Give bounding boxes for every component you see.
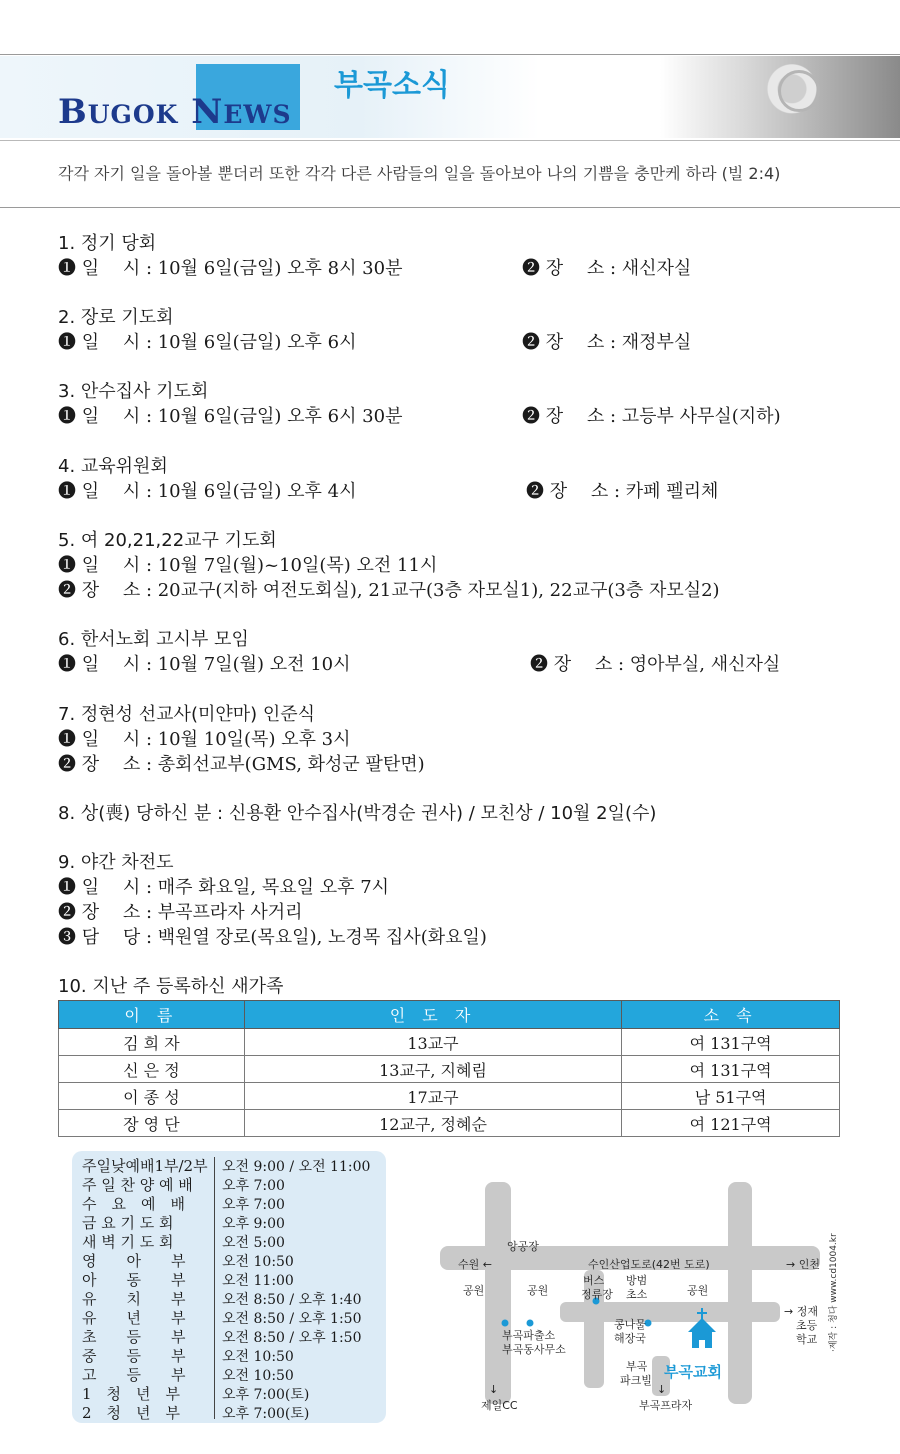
notice-6-heading: 6. 한서노회 고시부 모임: [58, 629, 249, 650]
map-label-bean-2: 해장국: [614, 1332, 646, 1345]
map-label-crime-1: 방범: [626, 1274, 648, 1287]
notice-9-time: ❶ 일 시 : 매주 화요일, 목요일 오후 7시: [58, 877, 390, 898]
notice-8-heading: 8. 상(喪) 당하신 분 : 신용환 안수집사(박경순 권사) / 모친상 / 10월 2일(수): [58, 803, 657, 824]
cell-belong: 여 121구역: [622, 1110, 840, 1137]
worship-label: 유 치 부: [82, 1290, 186, 1308]
notice-2-place: ❷ 장 소 : 재정부실: [522, 332, 692, 353]
worship-label: 초 등 부: [82, 1328, 186, 1346]
worship-label: 1 청 년 부: [82, 1385, 181, 1403]
worship-label: 유 년 부: [82, 1309, 186, 1327]
table-header-row: [59, 1001, 840, 1029]
cell-belong: 남 51구역: [622, 1083, 840, 1110]
cell-belong: 여 131구역: [622, 1056, 840, 1083]
worship-label: 주 일 찬 양 예 배: [82, 1176, 193, 1194]
verse-divider: [0, 207, 900, 208]
col-belong-header: 소 속: [622, 1001, 840, 1029]
map-label-road: 수인산업도로(42번 도로): [588, 1258, 710, 1271]
worship-label: 영 아 부: [82, 1252, 186, 1270]
bugok-news-logo: BUGOK NEWS: [58, 92, 292, 132]
worship-label: 수 요 예 배: [82, 1195, 185, 1213]
worship-label: 금 요 기 도 회: [82, 1214, 174, 1232]
worship-time: 오전 11:00: [222, 1273, 294, 1289]
worship-label: 2 청 년 부: [82, 1404, 181, 1422]
map-label-park-2: 공원: [527, 1284, 549, 1297]
map-label-elem-1: 초등: [796, 1319, 818, 1332]
map-label-bugok-1: 부곡: [626, 1360, 648, 1373]
top-rule: [0, 54, 900, 55]
worship-label: 고 등 부: [82, 1366, 186, 1384]
notice-6-time: ❶ 일 시 : 10월 7일(월) 오전 10시: [58, 654, 351, 675]
map-label-bean-1: 콩나물: [614, 1318, 646, 1331]
page-title: 부곡소식: [334, 68, 450, 103]
map-label-plaza: 부곡프라자: [639, 1399, 693, 1412]
map-label-church: 부곡교회: [664, 1363, 722, 1381]
worship-time: 오전 8:50 / 오후 1:40: [222, 1292, 362, 1308]
worship-time: 오전 8:50 / 오후 1:50: [222, 1330, 362, 1346]
map-label-incheon: → 인천: [786, 1258, 820, 1271]
notice-10-heading: 10. 지난 주 등록하신 새가족: [58, 976, 284, 997]
notice-2-time: ❶ 일 시 : 10월 6일(금일) 오후 6시: [58, 332, 357, 353]
cell-name: 김 희 자: [59, 1029, 245, 1056]
notice-9-charge: ❸ 담 당 : 백원열 장로(목요일), 노경목 집사(화요일): [58, 927, 487, 948]
worship-time: 오전 8:50 / 오후 1:50: [222, 1311, 362, 1327]
map-road-right: [728, 1182, 752, 1404]
map-label-bus-2: 정류장: [581, 1288, 613, 1301]
cell-name: 이 종 성: [59, 1083, 245, 1110]
worship-time: 오전 10:50: [222, 1349, 294, 1365]
worship-time: 오후 9:00: [222, 1216, 285, 1232]
worship-time: 오후 7:00: [222, 1197, 285, 1213]
arrow-down-icon: ↓: [657, 1383, 667, 1396]
police-marker-1: [502, 1320, 509, 1327]
notice-4-place: ❷ 장 소 : 카페 펠리체: [526, 481, 719, 502]
notice-7-place: ❷ 장 소 : 총회선교부(GMS, 화성군 팔탄면): [58, 754, 425, 775]
worship-label: 새 벽 기 도 회: [82, 1233, 174, 1251]
notice-2-heading: 2. 장로 기도회: [58, 307, 174, 328]
notice-4-heading: 4. 교육위원회: [58, 456, 168, 477]
police-marker-2: [527, 1320, 534, 1327]
col-guide-header: 인 도 자: [244, 1001, 621, 1029]
notice-6-place: ❷ 장 소 : 영아부실, 새신자실: [530, 654, 781, 675]
table-row: [59, 1056, 840, 1083]
cell-guide: 13교구: [244, 1029, 621, 1056]
worship-label: 중 등 부: [82, 1347, 186, 1365]
notice-9-heading: 9. 야간 차전도: [58, 852, 174, 873]
map-label-bugok-2: 파크빌: [620, 1374, 652, 1387]
worship-time: 오후 7:00(토): [222, 1406, 310, 1422]
table-row: [59, 1110, 840, 1137]
map-label-crime-2: 초소: [626, 1288, 648, 1301]
col-name-header: 이 름: [59, 1001, 245, 1029]
worship-time: 오후 7:00(토): [222, 1387, 310, 1403]
worship-label: 아 동 부: [82, 1271, 186, 1289]
worship-label: 주일낮예배1부/2부: [82, 1157, 208, 1175]
cell-guide: 17교구: [244, 1083, 621, 1110]
arrow-down-icon: ↓: [489, 1383, 499, 1396]
cell-guide: 12교구, 정혜순: [244, 1110, 621, 1137]
newcomers-table: [58, 1000, 840, 1137]
worship-separator: [214, 1157, 215, 1419]
worship-time: 오전 9:00 / 오전 11:00: [222, 1159, 371, 1175]
worship-time: 오전 10:50: [222, 1254, 294, 1270]
header-divider: [0, 140, 900, 141]
map-label-jeongjae: → 정재: [784, 1305, 818, 1318]
credit-text: ·제작 : 청다 www.cd1004.kr: [829, 1233, 839, 1352]
notice-7-time: ❶ 일 시 : 10월 10일(목) 오후 3시: [58, 729, 351, 750]
cell-name: 신 은 정: [59, 1056, 245, 1083]
map-label-yanggongjang: 앙공장: [507, 1240, 539, 1253]
cell-belong: 여 131구역: [622, 1029, 840, 1056]
map-label-suwon: 수원 ←: [458, 1258, 492, 1271]
notice-9-place: ❷ 장 소 : 부곡프라자 사거리: [58, 902, 303, 923]
notice-7-heading: 7. 정현성 선교사(미얀마) 인준식: [58, 704, 316, 725]
map-label-bus-1: 버스: [583, 1274, 605, 1287]
worship-time: 오전 10:50: [222, 1368, 294, 1384]
notice-1-place: ❷ 장 소 : 새신자실: [522, 258, 692, 279]
notice-1-time: ❶ 일 시 : 10월 6일(금일) 오후 8시 30분: [58, 258, 403, 279]
cell-guide: 13교구, 지혜림: [244, 1056, 621, 1083]
map-label-park-1: 공원: [463, 1284, 485, 1297]
map-road-left: [485, 1182, 511, 1404]
map-label-park-3: 공원: [687, 1284, 709, 1297]
worship-time: 오전 5:00: [222, 1235, 285, 1251]
cell-name: 장 영 단: [59, 1110, 245, 1137]
bible-verse: 각각 자기 일을 돌아볼 뿐더러 또한 각각 다른 사람들의 일을 돌아보아 나의 기쁨을 충만케 하라 (빌 2:4): [58, 164, 781, 183]
map-label-jeilcc: 제일CC: [481, 1399, 518, 1412]
notice-3-place: ❷ 장 소 : 고등부 사무실(지하): [522, 406, 781, 427]
table-row: [59, 1029, 840, 1056]
worship-time: 오후 7:00: [222, 1178, 285, 1194]
notice-4-time: ❶ 일 시 : 10월 6일(금일) 오후 4시: [58, 481, 357, 502]
map-label-police-1: 부곡파출소: [502, 1329, 556, 1342]
tree-ring-icon: [778, 70, 820, 112]
table-row: [59, 1083, 840, 1110]
notice-5-time: ❶ 일 시 : 10월 7일(월)~10일(목) 오전 11시: [58, 555, 438, 576]
notice-5-heading: 5. 여 20,21,22교구 기도회: [58, 530, 277, 551]
notice-3-time: ❶ 일 시 : 10월 6일(금일) 오후 6시 30분: [58, 406, 403, 427]
map-label-elem-2: 학교: [796, 1333, 818, 1346]
notice-1-heading: 1. 정기 당회: [58, 233, 157, 254]
notice-3-heading: 3. 안수집사 기도회: [58, 381, 209, 402]
notice-5-place: ❷ 장 소 : 20교구(지하 여전도회실), 21교구(3층 자모실1), 22교구(3층 자모실2): [58, 580, 720, 601]
map-label-police-2: 부곡동사무소: [502, 1343, 566, 1356]
